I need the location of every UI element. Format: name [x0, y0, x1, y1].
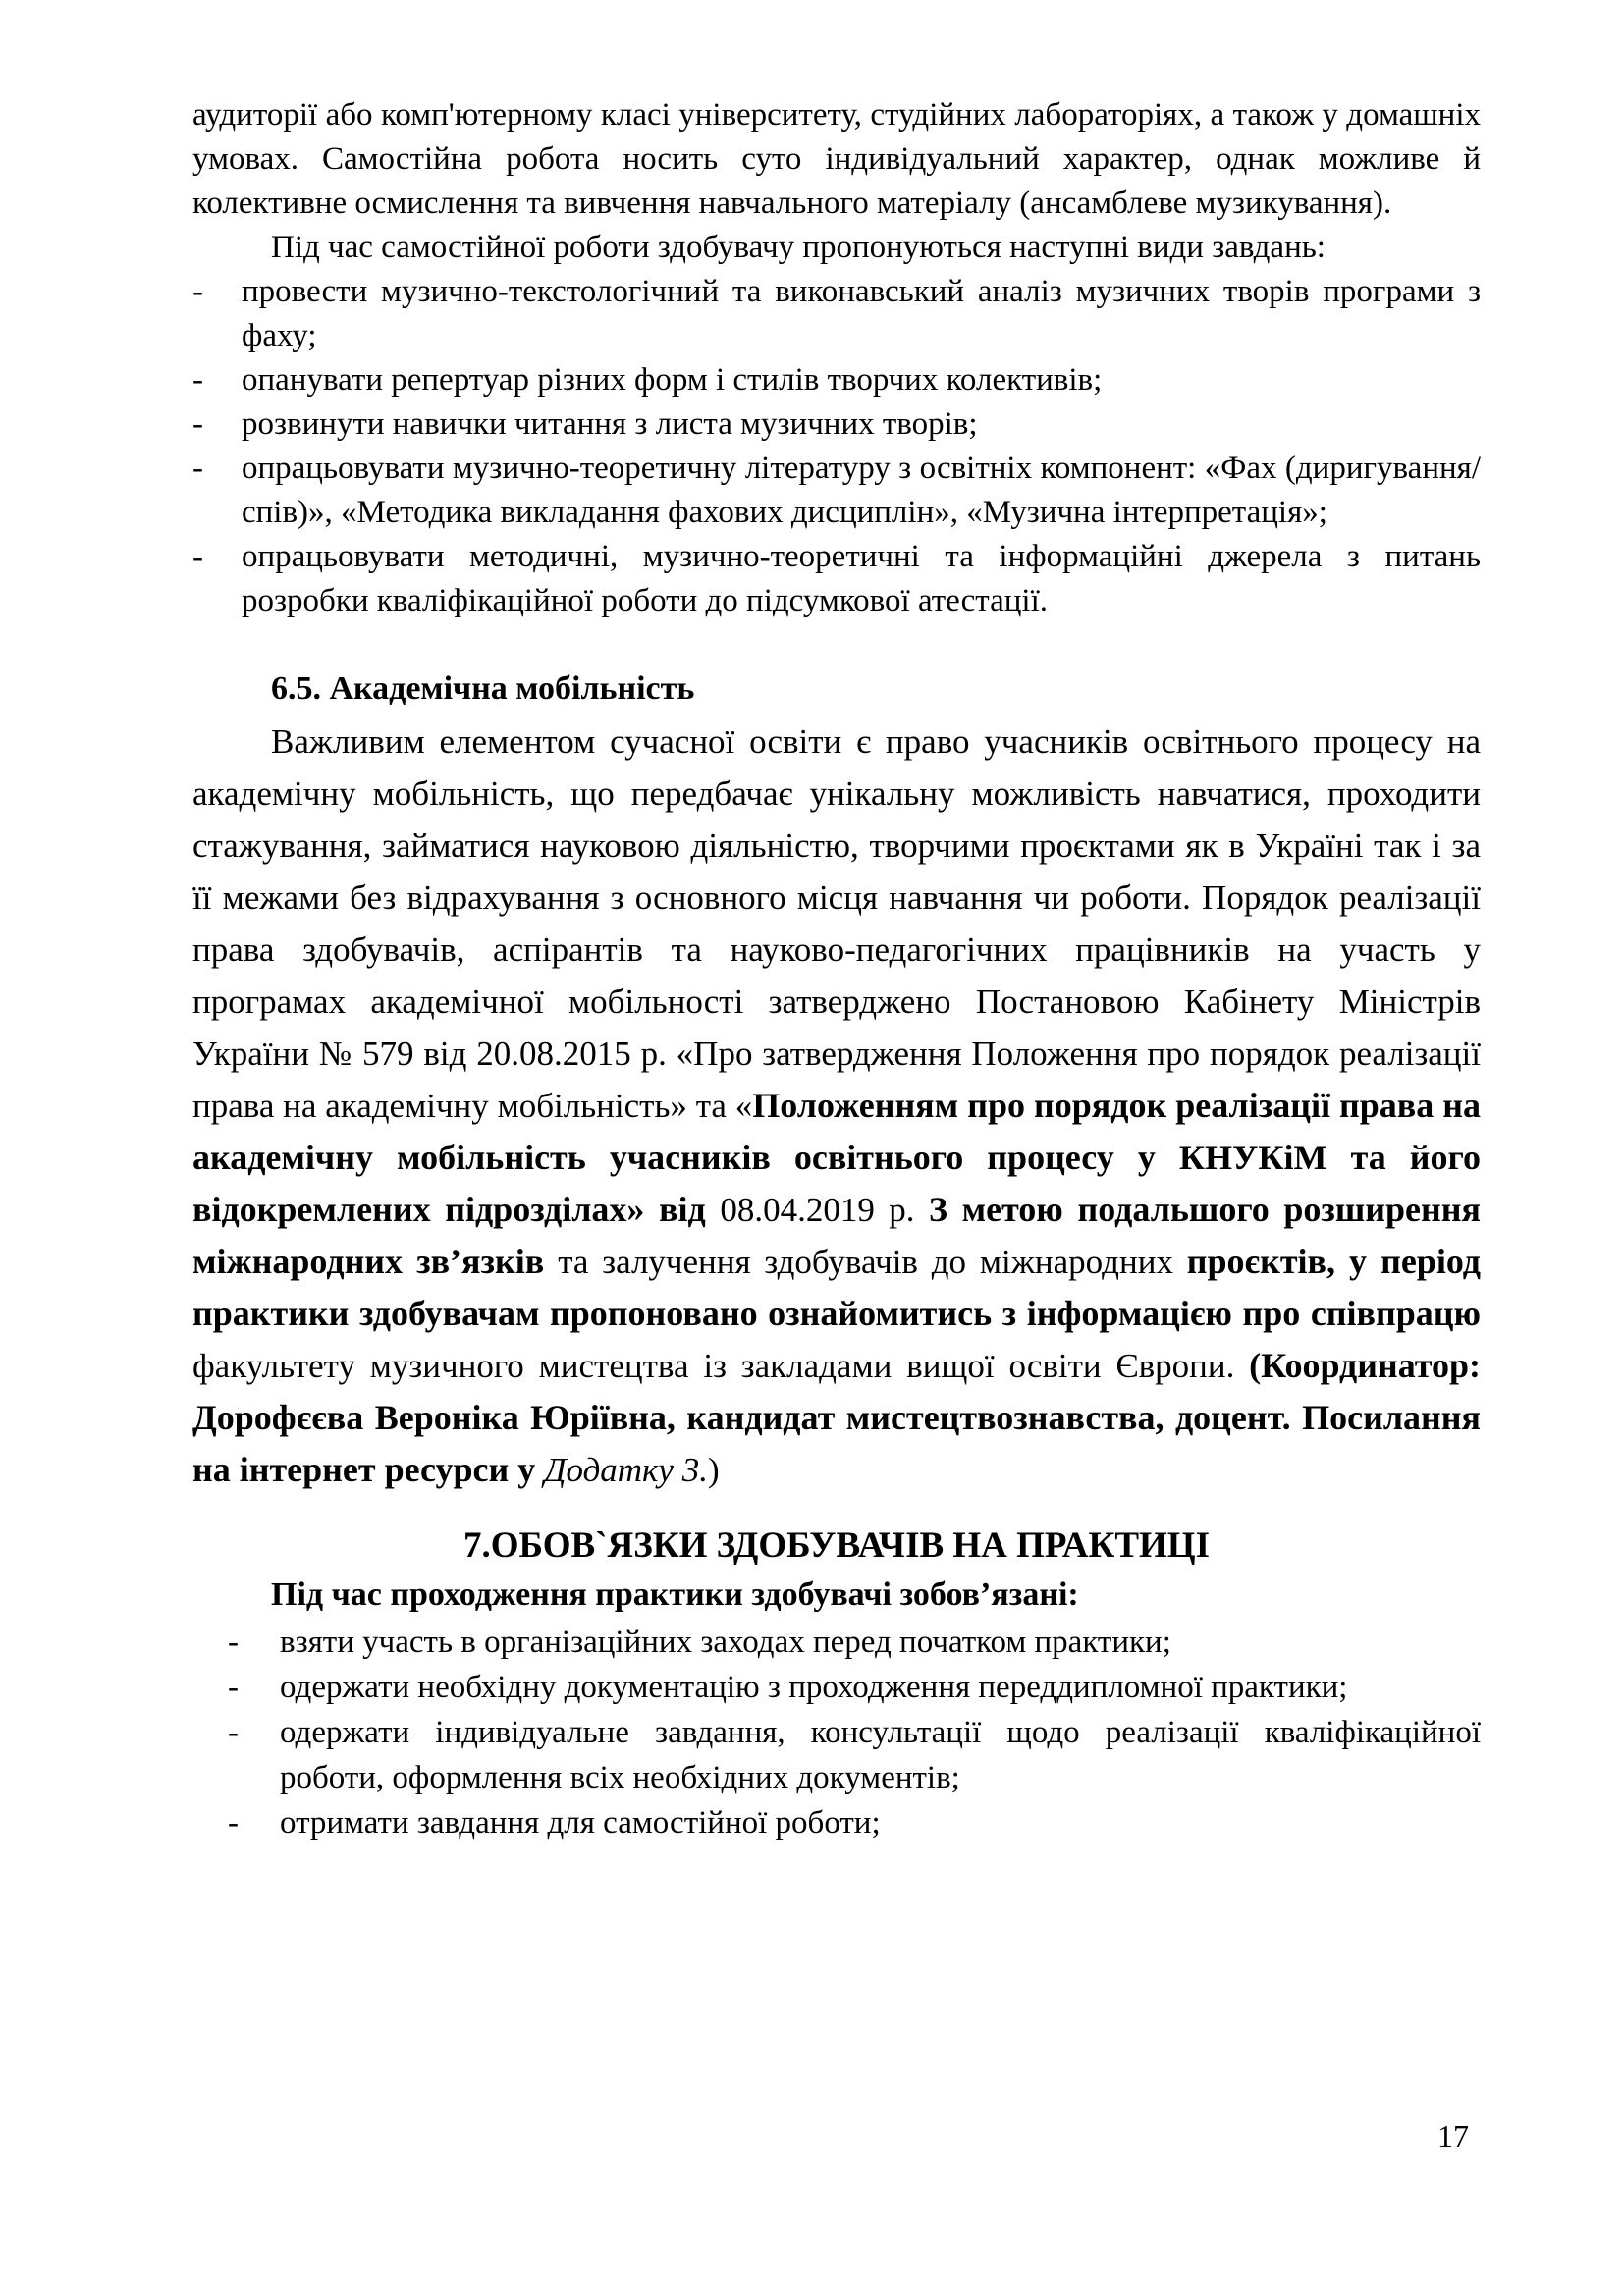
dash-bullet: - [192, 274, 203, 309]
list-item-text: отримати завдання для самостійної роботи; [280, 1805, 881, 1841]
section-6-5-heading: 6.5. Академічна мобільність [271, 670, 695, 707]
list-item-text: опрацьовувати музично-теоретичну літературу з освітніх компонент: «Фах (диригування/спів)», «Методика викладання фахових дисциплін», «Музична інтерпретація»; [242, 451, 1481, 530]
text-run-bold: З метою подальшого розширення міжнародних зв’язків [192, 1190, 1481, 1281]
list-item-text: опанувати репертуар різних форм і стилів творчих колективів; [242, 362, 1103, 398]
dash-bullet: - [192, 406, 203, 442]
list-item-text: розвинути навички читання з листа музичних творів; [242, 406, 978, 442]
tasks-list [192, 270, 1481, 623]
text-run-bold: проєктів, у період практики здобувачам пропоновано ознайомитись з інформацією про співпрацю [192, 1242, 1481, 1333]
list-item [192, 358, 1481, 402]
page-number: 17 [1437, 2118, 1469, 2154]
list-item [228, 1665, 1481, 1710]
text-run-regular: Важливим елементом сучасної освіти є право учасників освітнього процесу на академічну мобільність, що передбачає унікальну можливість навчатися, проходити стажування, займатися науковою діяльністю, творчими проєктами як в Україні так і за її межами без відрахування з основного місця навчання чи роботи. Порядок реалізації права здобувачів, аспірантів та науково-педагогічних працівників на участь у програмах академічної мобільності затверджено Постановою Кабінету Міністрів України № 579 від 20.08.2015 р. «Про затвердження Положення про порядок реалізації права на академічну мобільність» та « [192, 722, 1481, 1125]
text-run-regular: та залучення здобувачів до міжнародних [558, 1243, 1187, 1281]
paragraph-continuation: аудиторії або комп'ютерному класі університету, студійних лабораторіях, а також у домашніх умовах. Самостійна робота носить суто індивідуальний характер, однак можливе й колективне осмислення та вивчення навчального матеріалу (ансамблеве музикування). [192, 97, 1481, 221]
duties-list [228, 1620, 1481, 1845]
text-run-regular: ) [707, 1451, 720, 1489]
dash-bullet: - [228, 1625, 239, 1660]
paragraph-tasks-intro: Під час самостійної роботи здобувачу пропонуються наступні види завдань: [271, 230, 1326, 265]
list-item-text: взяти участь в організаційних заходах перед початком практики; [280, 1625, 1171, 1660]
text-run-bold: Положенням про порядок реалізації права на академічну мобільність учасників освітнього процесу у КНУКіМ та його відокремлених підрозділах» від [192, 1086, 1481, 1229]
section-7-heading: 7.ОБОВ`ЯЗКИ ЗДОБУВАЧІВ НА ПРАКТИЦІ [463, 1525, 1210, 1566]
list-item [192, 447, 1481, 535]
dash-bullet: - [228, 1805, 239, 1841]
dash-bullet: - [228, 1670, 239, 1705]
text-run-regular: 08.04.2019 р. [720, 1191, 929, 1229]
text-run-regular: факультету музичного мистецтва із закладами вищої освіти Європи. [192, 1347, 1250, 1385]
dash-bullet: - [228, 1715, 239, 1750]
list-item-text: провести музично-текстологічний та виконавський аналіз музичних творів програми з фаху; [242, 274, 1481, 353]
list-item [192, 535, 1481, 623]
list-item [192, 270, 1481, 358]
paragraph-duties-intro: Під час проходження практики здобувачі зобов’язані: [271, 1576, 1079, 1613]
paragraph-academic-mobility [192, 716, 1481, 1496]
list-item [228, 1710, 1481, 1800]
list-item-text: опрацьовувати методичні, музично-теоретичні та інформаційні джерела з питань розробки кваліфікаційної роботи до підсумкової атестації. [242, 539, 1481, 618]
list-item-text: одержати індивідуальне завдання, консультації щодо реалізації кваліфікаційної роботи, оформлення всіх необхідних документів; [280, 1715, 1481, 1795]
dash-bullet: - [192, 539, 203, 574]
dash-bullet: - [192, 451, 203, 486]
text-run-bold: (Координатор: Дорофєєва Вероніка Юріївна, кандидат мистецтвознавства, доцент. Посилання на інтернет ресурси у [192, 1346, 1481, 1489]
list-item-text: одержати необхідну документацію з проходження переддипломної практики; [280, 1670, 1348, 1705]
list-item [228, 1800, 1481, 1845]
text-run-italic: Додатку 3. [544, 1451, 708, 1489]
list-item [192, 402, 1481, 447]
list-item [228, 1620, 1481, 1665]
dash-bullet: - [192, 362, 203, 398]
